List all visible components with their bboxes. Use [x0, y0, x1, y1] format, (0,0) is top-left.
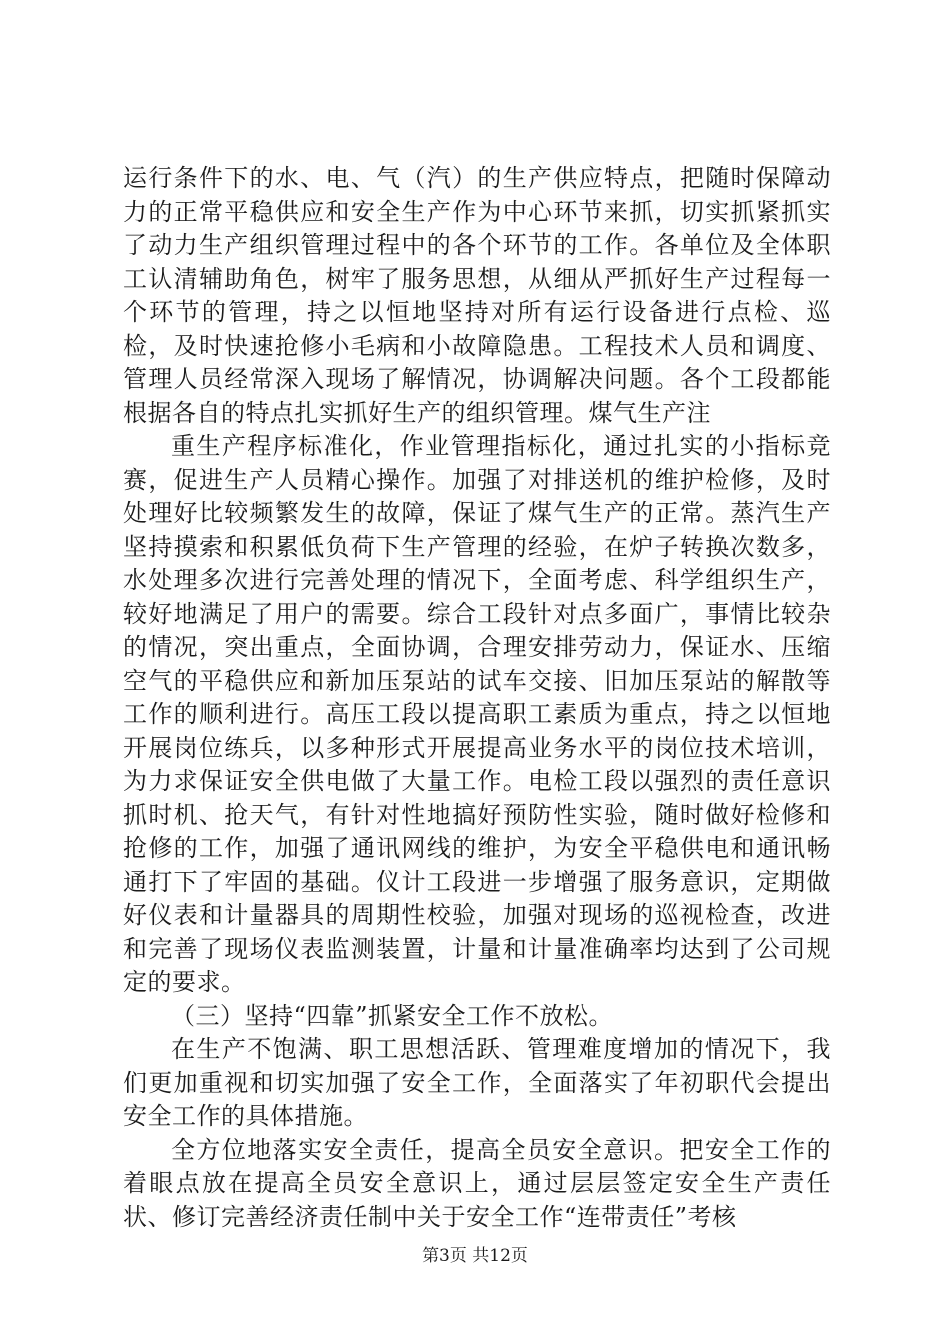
paragraph-4: 全方位地落实安全责任，提高全员安全意识。把安全工作的着眼点放在提高全员安全意识上，通过层层签定安全生产责任状、修订完善经济责任制中关于安全工作“连带责任”考核	[123, 1135, 831, 1231]
paragraph-3: 在生产不饱满、职工思想活跃、管理难度增加的情况下，我们更加重视和切实加强了安全工作，全面落实了年初职代会提出安全工作的具体措施。	[123, 1035, 831, 1130]
paragraph-1: 运行条件下的水、电、气（汽）的生产供应特点，把随时保障动力的正常平稳供应和安全生产作为中心环节来抓，切实抓紧抓实了动力生产组织管理过程中的各个环节的工作。各单位及全体职工认清辅助角色，树牢了服务思想，从细从严抓好生产过程每一个环节的管理，持之以恒地坚持对所有运行设备进行点检、巡检，及时快速抢修小毛病和小故障隐患。工程技术人员和调度、管理人员经常深入现场了解情况，协调解决问题。各个工段都能根据各自的特点扎实抓好生产的组织管理。煤气生产注	[123, 164, 831, 427]
paragraph-2: 重生产程序标准化，作业管理指标化，通过扎实的小指标竞赛，促进生产人员精心操作。加强了对排送机的维护检修，及时处理好比较频繁发生的故障，保证了煤气生产的正常。蒸汽生产坚持摸索和积累低负荷下生产管理的经验，在炉子转换次数多，水处理多次进行完善处理的情况下，全面考虑、科学组织生产，较好地满足了用户的需要。综合工段针对点多面广，事情比较杂的情况，突出重点，全面协调，合理安排劳动力，保证水、压缩空气的平稳供应和新加压泵站的试车交接、旧加压泵站的解散等工作的顺利进行。高压工段以提高职工素质为重点，持之以恒地开展岗位练兵，以多种形式开展提高业务水平的岗位技术培训，为力求保证安全供电做了大量工作。电检工段以强烈的责任意识抓时机、抢天气，有针对性地搞好预防性实验，随时做好检修和抢修的工作，加强了通讯网线的维护，为安全平稳供电和通讯畅通打下了牢固的基础。仪计工段进一步增强了服务意识，定期做好仪表和计量器具的周期性校验，加强对现场的巡视检查，改进和完善了现场仪表监测装置，计量和计量准确率均达到了公司规定的要求。	[123, 432, 831, 996]
section-heading: （三）坚持“四靠”抓紧安全工作不放松。	[171, 1001, 614, 1030]
body-text	[123, 162, 831, 1234]
page-number-footer: 第3页 共12页	[422, 1246, 528, 1266]
